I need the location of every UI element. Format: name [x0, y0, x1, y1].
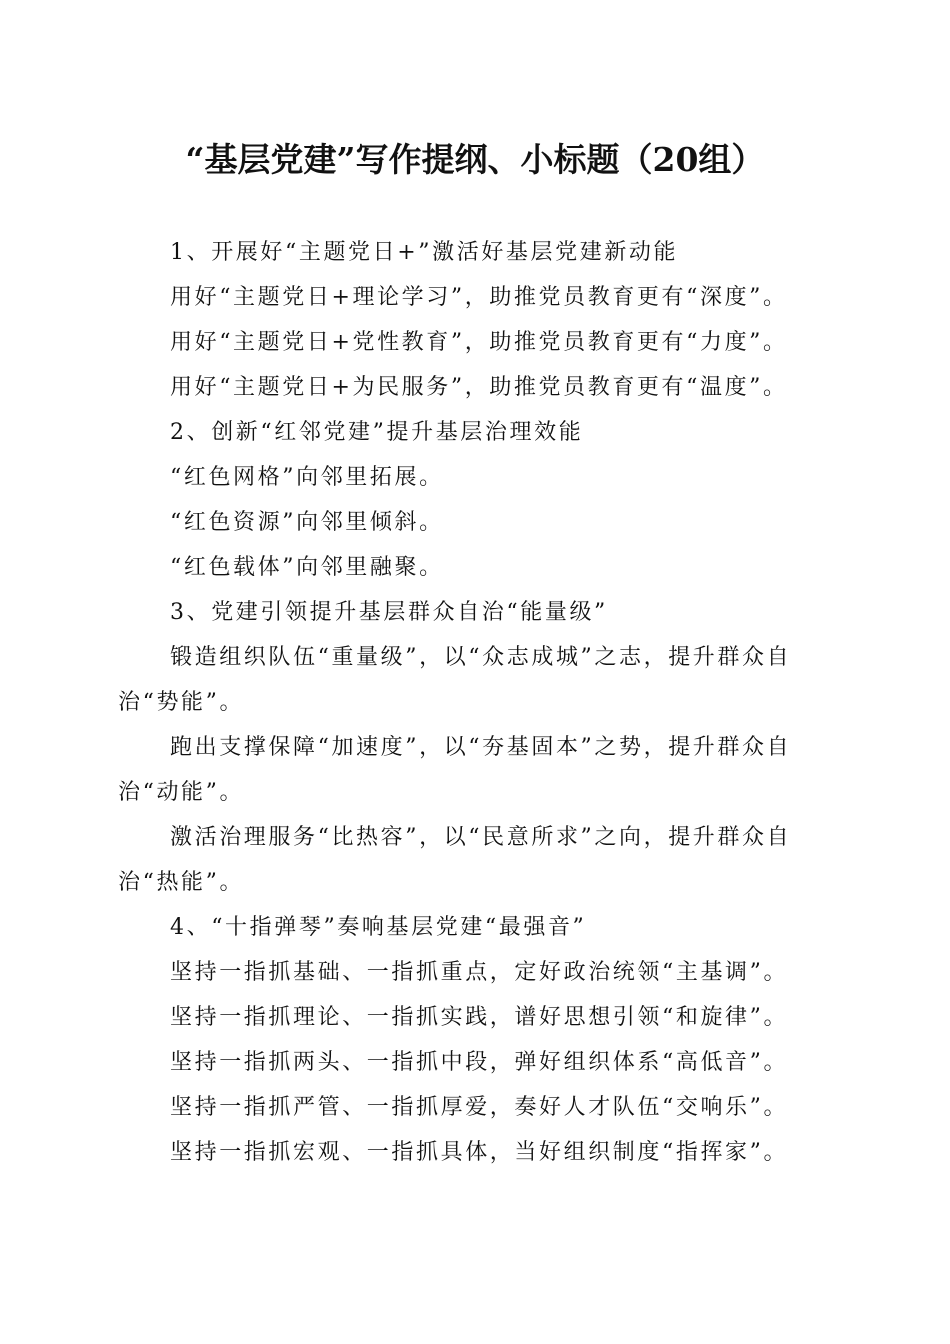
section-item: 用好“主题党日+党性教育”，助推党员教育更有“力度”。	[170, 330, 788, 355]
document-title: “基层党建”写作提纲、小标题（20组）	[185, 140, 765, 179]
section-item: 坚持一指抓严管、一指抓厚爱，奏好人才队伍“交响乐”。	[170, 1095, 789, 1120]
section-heading: 3、党建引领提升基层群众自治“能量级”	[170, 600, 608, 625]
section-heading: 4、“十指弹琴”奏响基层党建“最强音”	[170, 915, 587, 940]
section-item: 跑出支撑保障“加速度”，以“夯基固本”之势，提升群众自治“动能”。	[118, 735, 792, 805]
section-item: 用好“主题党日+理论学习”，助推党员教育更有“深度”。	[170, 285, 788, 310]
section-item: “红色载体”向邻里融聚。	[170, 555, 444, 580]
section-item: 坚持一指抓基础、一指抓重点，定好政治统领“主基调”。	[170, 960, 789, 985]
section-item: “红色资源”向邻里倾斜。	[170, 510, 444, 535]
document-body	[118, 230, 838, 1175]
section-item: 坚持一指抓两头、一指抓中段，弹好组织体系“高低音”。	[170, 1050, 789, 1075]
section-heading: 2、创新“红邻党建”提升基层治理效能	[170, 420, 584, 445]
section-item: 坚持一指抓理论、一指抓实践，谱好思想引领“和旋律”。	[170, 1005, 789, 1030]
section-item: 用好“主题党日+为民服务”，助推党员教育更有“温度”。	[170, 375, 788, 400]
section-item: “红色网格”向邻里拓展。	[170, 465, 444, 490]
section-item: 激活治理服务“比热容”，以“民意所求”之向，提升群众自治“热能”。	[118, 825, 792, 895]
section-item: 坚持一指抓宏观、一指抓具体，当好组织制度“指挥家”。	[170, 1140, 789, 1165]
section-item: 锻造组织队伍“重量级”，以“众志成城”之志，提升群众自治“势能”。	[118, 645, 792, 715]
section-heading: 1、开展好“主题党日+”激活好基层党建新动能	[170, 240, 679, 265]
